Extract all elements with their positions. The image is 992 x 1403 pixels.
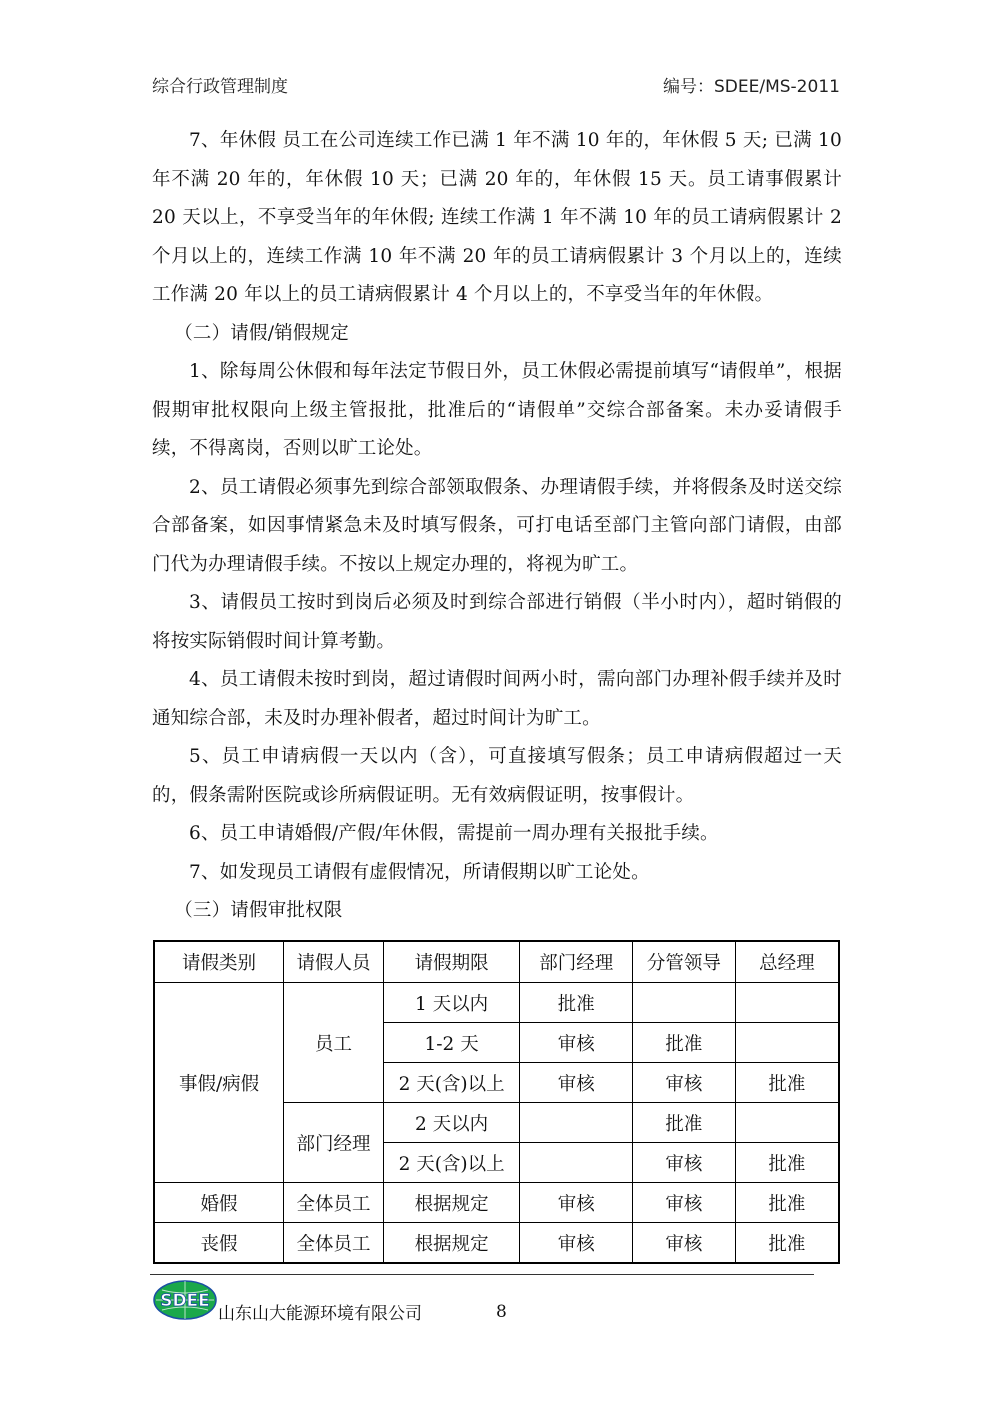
table-cell xyxy=(735,1103,839,1143)
header-cell: 请假人员 xyxy=(284,941,384,983)
footer-divider xyxy=(150,1274,814,1275)
table-cell: 婚假 xyxy=(154,1183,284,1223)
table-cell: 批准 xyxy=(633,1023,736,1063)
table-cell xyxy=(520,1103,633,1143)
section-heading-leave-rules: （二）请假/销假规定 xyxy=(174,322,349,344)
table-cell: 全体员工 xyxy=(284,1183,384,1223)
header-cell: 分管领导 xyxy=(633,941,736,983)
table-header-row xyxy=(154,941,839,983)
table-row xyxy=(154,983,839,1023)
rule-6: 6、员工申请婚假/产假/年休假，需提前一周办理有关报批手续。 xyxy=(189,823,719,844)
table-cell: 2 天(含)以上 xyxy=(383,1063,520,1103)
document-body xyxy=(152,122,842,931)
header-cell: 请假类别 xyxy=(154,941,284,983)
table-cell: 批准 xyxy=(520,983,633,1023)
table-cell: 审核 xyxy=(520,1063,633,1103)
table-cell: 审核 xyxy=(633,1143,736,1183)
header-title: 综合行政管理制度 xyxy=(152,77,288,97)
table-cell: 审核 xyxy=(633,1063,736,1103)
rule-4: 4、员工请假未按时到岗，超过请假时间两小时，需向部门办理补假手续并及时通知综合部，未及时办理补假者，超过时间计为旷工。 xyxy=(152,669,842,729)
approval-table xyxy=(153,940,840,1264)
personnel-cell: 员工 xyxy=(284,983,384,1103)
table-cell xyxy=(735,983,839,1023)
table-row xyxy=(154,1223,839,1264)
logo-text: SDEE xyxy=(160,1291,210,1311)
category-cell: 事假/病假 xyxy=(154,983,284,1183)
table-cell: 审核 xyxy=(520,1183,633,1223)
table-cell: 批准 xyxy=(735,1143,839,1183)
table-cell: 1-2 天 xyxy=(383,1023,520,1063)
table-cell: 根据规定 xyxy=(383,1223,520,1264)
table-cell: 丧假 xyxy=(154,1223,284,1264)
header-cell: 总经理 xyxy=(735,941,839,983)
table-cell xyxy=(520,1143,633,1183)
rule-3: 3、请假员工按时到岗后必须及时到综合部进行销假（半小时内），超时销假的将按实际销假时间计算考勤。 xyxy=(152,592,842,652)
table-cell: 批准 xyxy=(735,1183,839,1223)
table-cell: 审核 xyxy=(633,1183,736,1223)
doc-number: 编号：SDEE/MS-2011 xyxy=(663,77,840,97)
table-cell: 2 天以内 xyxy=(383,1103,520,1143)
table-cell: 全体员工 xyxy=(284,1223,384,1264)
table-cell xyxy=(735,1023,839,1063)
paragraph-annual-leave: 7、年休假 员工在公司连续工作已满 1 年不满 10 年的，年休假 5 天; 已满 10 年不满 20 年的，年休假 10 天；已满 20 年的，年休假 15 天。员工请事假累计 20 天以上，不享受当年的年休假; 连续工作满 1 年不满 10 年的员工请病假累计 2 个月以上的，连续工作满 10 年不满 20 年的员工请病假累计 3 个月以上的，连续工作满 20 年以上的员工请病假累计 4 个月以上的，不享受当年的年休假。 xyxy=(152,130,842,305)
table-cell: 2 天(含)以上 xyxy=(383,1143,520,1183)
rule-7: 7、如发现员工请假有虚假情况，所请假期以旷工论处。 xyxy=(189,861,650,883)
rule-1: 1、除每周公休假和每年法定节假日外，员工休假必需提前填写“请假单”，根据假期审批权限向上级主管报批，批准后的“请假单”交综合部备案。未办妥请假手续，不得离岗，否则以旷工论处。 xyxy=(152,361,842,459)
table-row xyxy=(154,1183,839,1223)
personnel-cell: 部门经理 xyxy=(284,1103,384,1183)
table-cell: 批准 xyxy=(735,1223,839,1264)
rule-2: 2、员工请假必须事先到综合部领取假条、办理请假手续，并将假条及时送交综合部备案，如因事情紧急未及时填写假条，可打电话至部门主管向部门请假，由部门代为办理请假手续。不按以上规定办理的，将视为旷工。 xyxy=(152,476,842,575)
section-heading-approval: （三）请假审批权限 xyxy=(174,900,343,921)
table-cell: 根据规定 xyxy=(383,1183,520,1223)
rule-5: 5、员工申请病假一天以内（含），可直接填写假条；员工申请病假超过一天的，假条需附医院或诊所病假证明。无有效病假证明，按事假计。 xyxy=(152,746,842,806)
table-cell: 审核 xyxy=(520,1223,633,1264)
table-cell: 审核 xyxy=(633,1223,736,1264)
table-cell: 1 天以内 xyxy=(383,983,520,1023)
table-cell: 审核 xyxy=(520,1023,633,1063)
table-cell: 批准 xyxy=(735,1063,839,1103)
company-name: 山东山大能源环境有限公司 xyxy=(218,1304,422,1324)
company-logo-icon xyxy=(152,1278,218,1322)
page-number: 8 xyxy=(496,1302,507,1322)
table-cell: 批准 xyxy=(633,1103,736,1143)
header-cell: 部门经理 xyxy=(520,941,633,983)
header-cell: 请假期限 xyxy=(383,941,520,983)
table-cell xyxy=(633,983,736,1023)
